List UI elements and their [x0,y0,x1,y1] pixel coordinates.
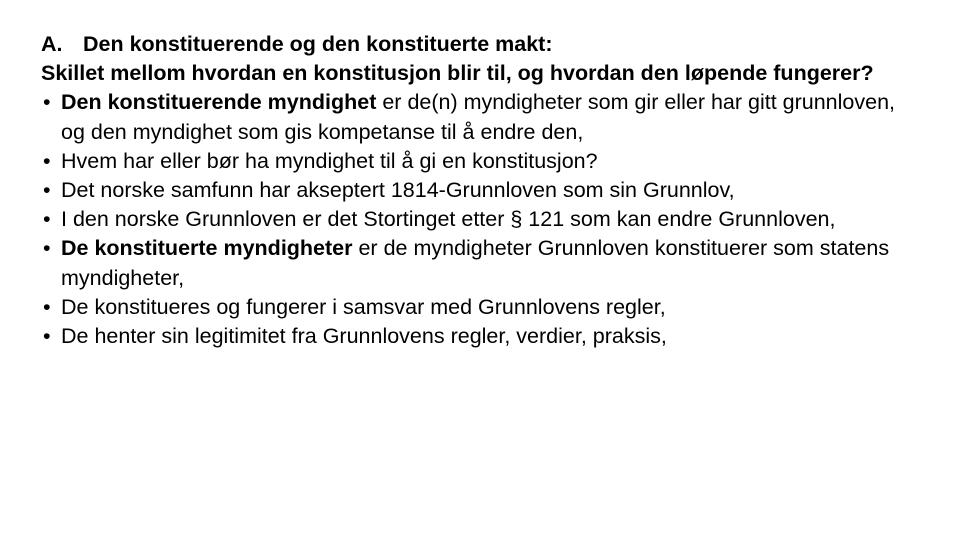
bullet-bold-term: Den konstituerende myndighet [61,90,377,115]
bullet-icon: • [43,90,51,115]
slide-content [41,30,921,351]
bullet-text: De henter sin legitimitet fra Grunnlovens regler, verdier, praksis, [61,324,667,349]
section-heading [41,30,921,59]
bullet-item [41,88,921,146]
bullet-bold-term: De konstituerte myndigheter [61,236,353,261]
section-title: Den konstituerende og den konstituerte makt: [83,32,553,56]
bullet-icon: • [43,236,51,261]
section-question: Skillet mellom hvordan en konstitusjon blir til, og hvordan den løpende fungerer? [41,61,874,86]
bullet-text: I den norske Grunnloven er det Stortinget etter § 121 som kan endre Grunnloven, [61,207,836,232]
bullet-icon: • [43,207,51,232]
bullet-item [41,205,921,234]
bullet-item [41,322,921,351]
bullet-item [41,176,921,205]
bullet-text: er de(n) myndigheter som gir eller har gitt grunnloven, og den myndighet som gis kompetanse til å endre den, [61,90,896,144]
bullet-text: Det norske samfunn har akseptert 1814-Grunnloven som sin Grunnlov, [61,178,735,203]
bullet-icon: • [43,294,51,319]
bullet-text: Hvem har eller bør ha myndighet til å gi en konstitusjon? [61,148,598,173]
bullet-icon: • [43,324,51,349]
bullet-text: er de myndigheter Grunnloven konstituerer som statens myndigheter, [61,236,890,290]
section-letter: A. [41,32,63,56]
bullet-item [41,293,921,322]
bullet-item [41,234,921,292]
bullet-list [41,88,921,351]
bullet-item [41,147,921,176]
bullet-text: De konstitueres og fungerer i samsvar med Grunnlovens regler, [61,294,666,319]
bullet-icon: • [43,148,51,173]
bullet-icon: • [43,178,51,203]
